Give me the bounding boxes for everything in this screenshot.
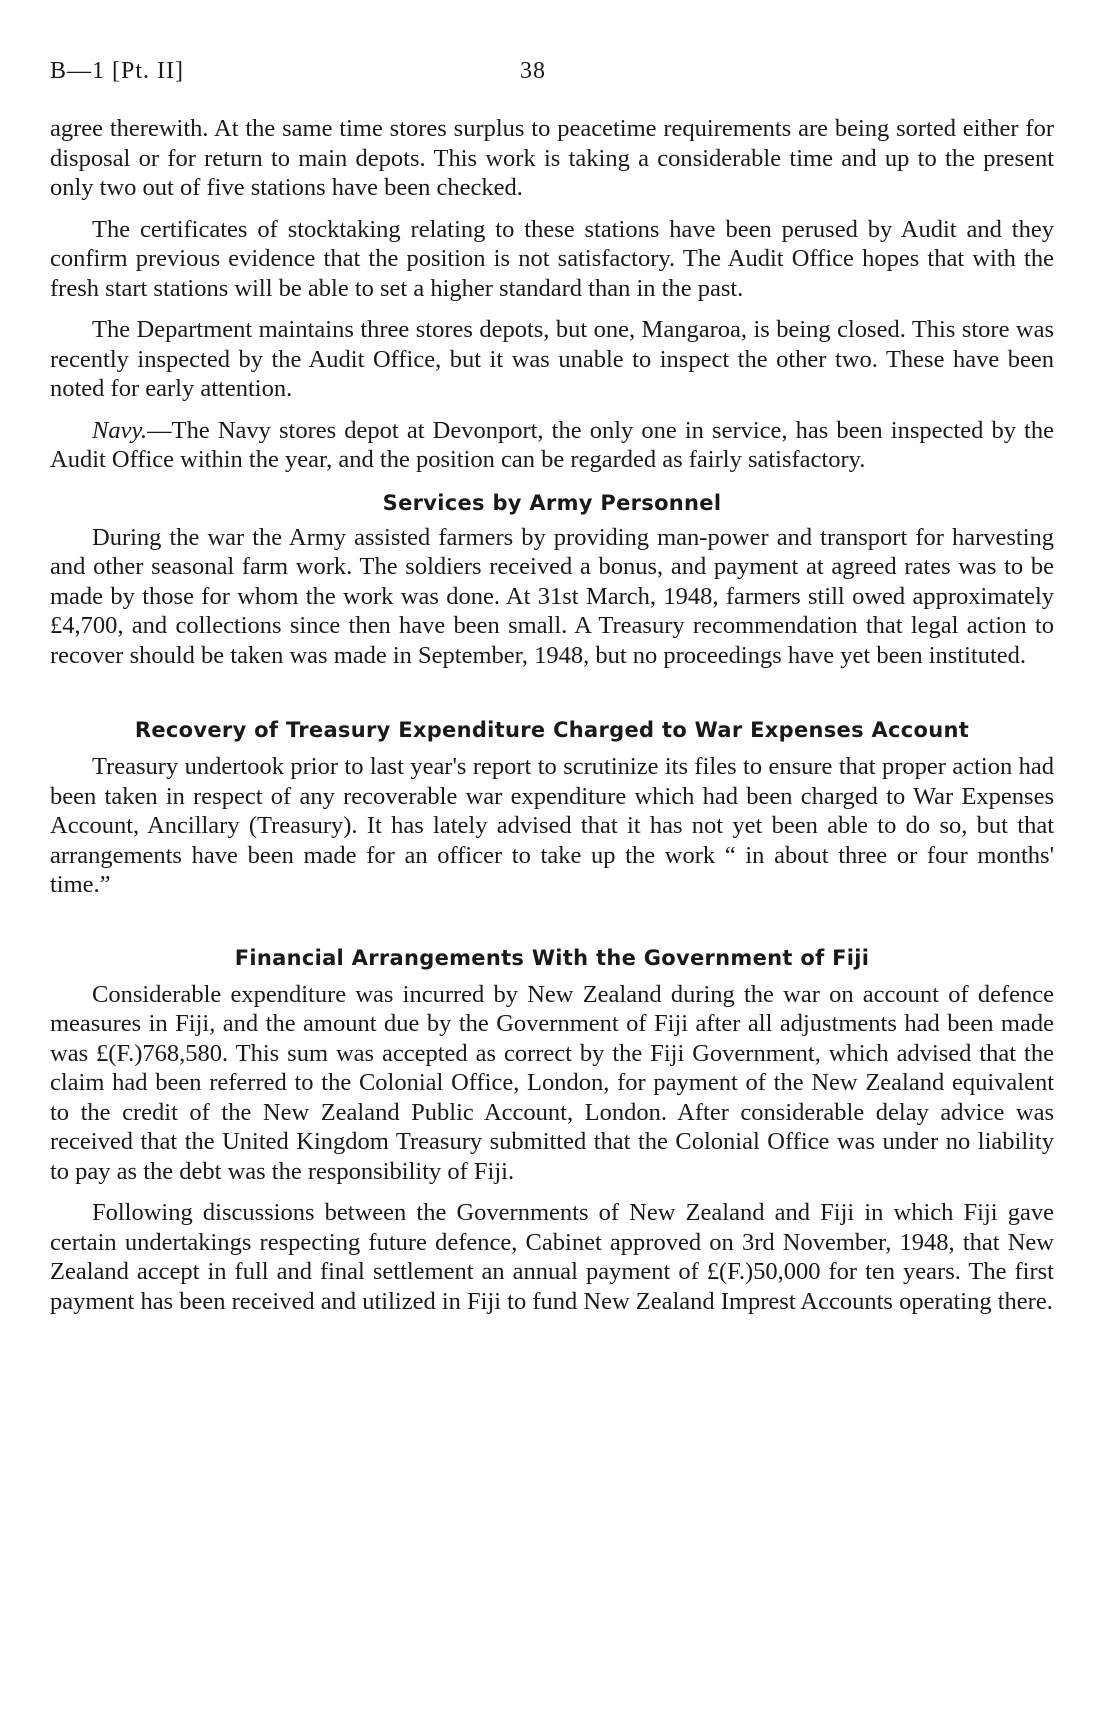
page-header (50, 58, 1054, 92)
paragraph-stores-depots: The Department maintains three stores depots, but one, Mangaroa, is being closed. This store was recently inspected by the Audit Office, but it was unable to inspect the other two. These have been noted for early attention. (50, 316, 1054, 402)
heading-fiji-arrangements: Financial Arrangements With the Government of Fiji (234, 945, 870, 970)
paragraph-army-personnel: During the war the Army assisted farmers by providing man-power and transport for harvesting and other seasonal farm work. The soldiers received a bonus, and payment at agreed rates was to be made by those for whom the work was done. At 31st March, 1948, farmers still owed approximately £4,700, and collections since then have been small. A Treasury recommendation that legal action to recover should be taken was made in September, 1948, but no proceedings have yet been instituted. (50, 523, 1054, 669)
heading-army-personnel: Services by Army Personnel (382, 490, 722, 515)
paragraph-continued: agree therewith. At the same time stores surplus to peacetime requirements are being sorted either for disposal or for return to main depots. This work is taking a considerable time and up to the present only two out of five stations have been checked. (50, 115, 1054, 201)
heading-treasury-expenditure: Recovery of Treasury Expenditure Charged to War Expenses Account (134, 718, 970, 742)
navy-label: Navy. (92, 416, 148, 444)
document-reference: B—1 [Pt. II] (50, 58, 184, 84)
page-number: 38 (520, 58, 546, 84)
paragraph-navy (50, 416, 1054, 475)
paragraph-stocktaking-certificates: The certificates of stocktaking relating to these stations have been perused by Audit and they confirm previous evidence that the position is not satisfactory. The Audit Office hopes that with the fresh start stations will be able to set a higher standard than in the past. (50, 215, 1054, 302)
paragraph-treasury-expenditure: Treasury undertook prior to last year's report to scrutinize its files to ensure that proper action had been taken in respect of any recoverable war expenditure which had been charged to War Expenses Account, Ancillary (Treasury). It has lately advised that it has not yet been able to do so, but that arrangements have been made for an officer to take up the work “ in about three or four months' time.” (50, 753, 1054, 898)
document-page (50, 58, 1054, 1316)
paragraph-fiji-expenditure: Considerable expenditure was incurred by New Zealand during the war on account of defence measures in Fiji, and the amount due by the Government of Fiji after all adjustments had been made was £(F.)768,580. This sum was accepted as correct by the Fiji Government, which advised that the claim had been referred to the Colonial Office, London, for payment of the New Zealand equivalent to the credit of the New Zealand Public Account, London. After considerable delay advice was received that the United Kingdom Treasury submitted that the Colonial Office was under no liability to pay as the debt was the responsibility of Fiji. (50, 980, 1054, 1185)
navy-text: —The Navy stores depot at Devonport, the only one in service, has been inspected by the Audit Office within the year, and the position can be regarded as fairly satisfactory. (50, 416, 1054, 473)
paragraph-fiji-settlement: Following discussions between the Governments of New Zealand and Fiji in which Fiji gave certain undertakings respecting future defence, Cabinet approved on 3rd November, 1948, that New Zealand accept in full and final settlement an annual payment of £(F.)50,000 for ten years. The first payment has been received and utilized in Fiji to fund New Zealand Imprest Accounts operating there. (50, 1199, 1054, 1315)
